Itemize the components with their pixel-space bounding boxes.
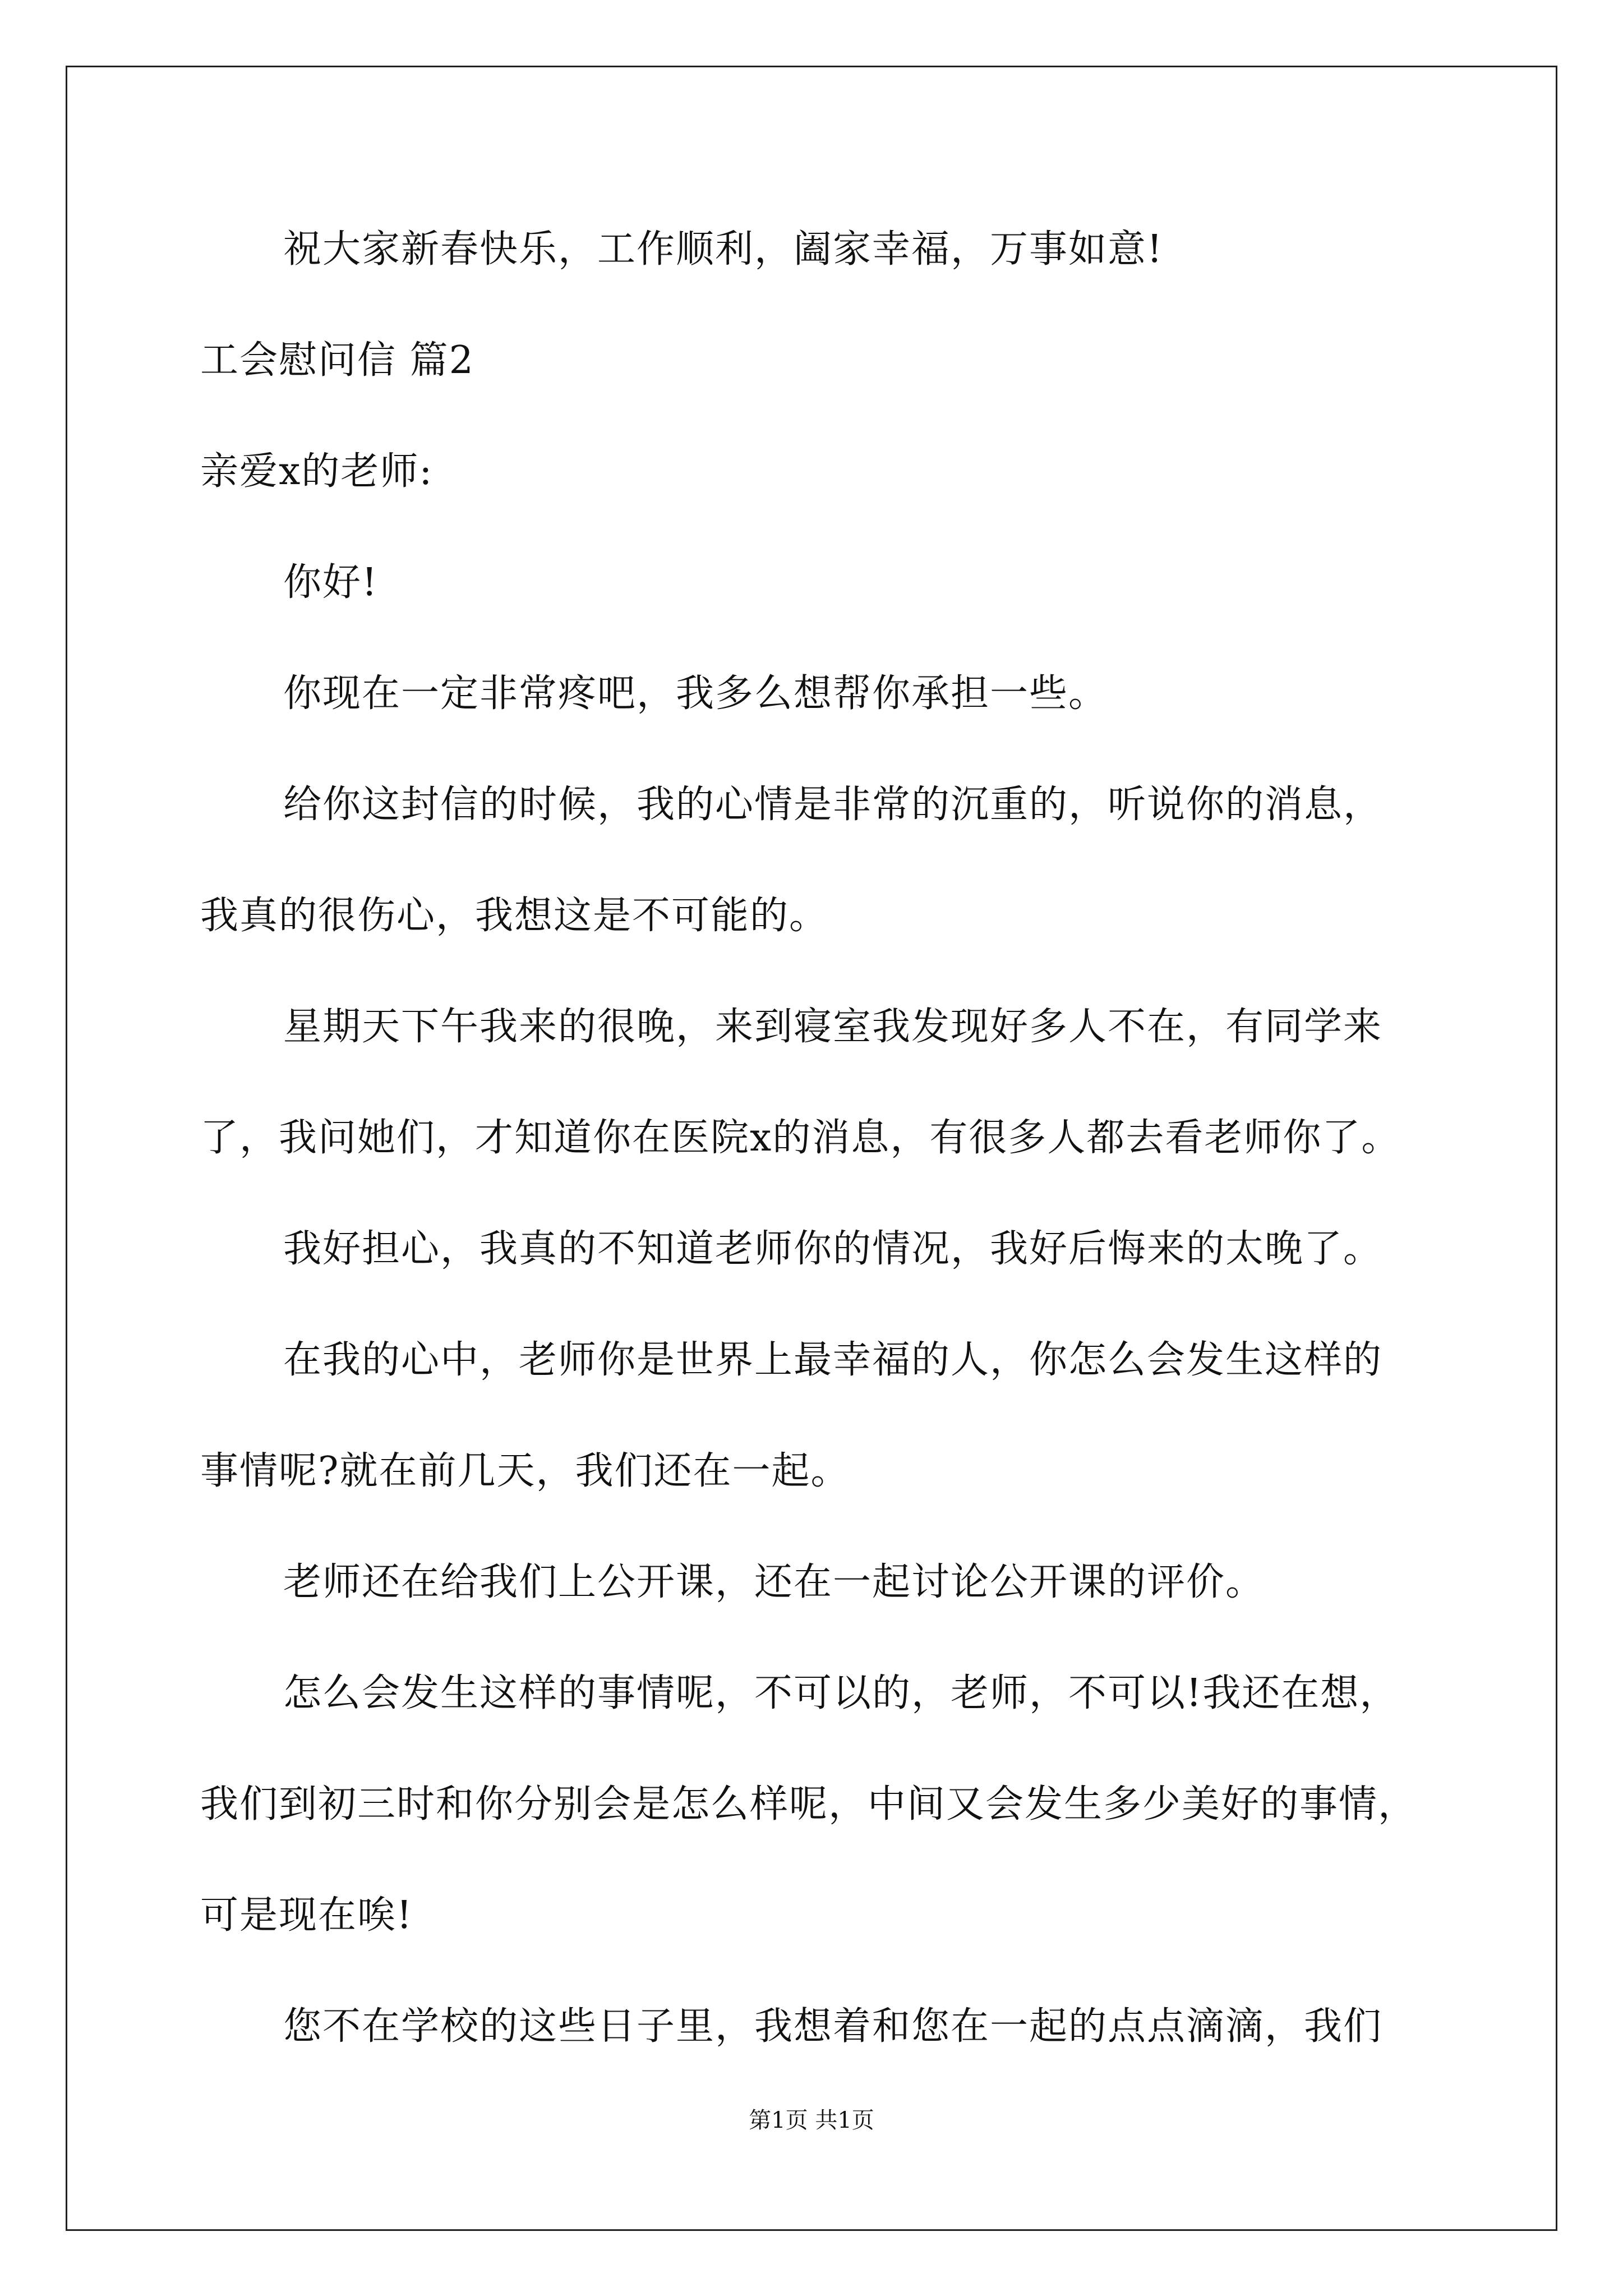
closing-wish: 祝大家新春快乐，工作顺利，阖家幸福，万事如意!: [283, 227, 1164, 272]
paragraph-line: 在我的心中，老师你是世界上最幸福的人，你怎么会发生这样的: [283, 1338, 1383, 1382]
paragraph-line: 您不在学校的这些日子里，我想着和您在一起的点点滴滴，我们: [283, 2004, 1383, 2049]
paragraph-line: 我真的很伤心，我想这是不可能的。: [200, 894, 829, 938]
paragraph-line: 怎么会发生这样的事情呢，不可以的，老师，不可以!我还在想，: [283, 1671, 1399, 1715]
paragraph-line: 了，我问她们，才知道你在医院x的消息，有很多人都去看老师你了。: [200, 1116, 1401, 1160]
paragraph-line: 星期天下午我来的很晚，来到寝室我发现好多人不在，有同学来: [283, 1005, 1383, 1049]
paragraph-line: 事情呢?就在前几天，我们还在一起。: [200, 1449, 850, 1493]
paragraph-line: 给你这封信的时候，我的心情是非常的沉重的，听说你的消息，: [283, 783, 1383, 827]
salutation: 亲爱x的老师:: [200, 449, 434, 494]
paragraph-line: 可是现在唉!: [200, 1893, 413, 1938]
section-heading: 工会慰问信 篇2: [200, 338, 474, 383]
paragraph-line: 老师还在给我们上公开课，还在一起讨论公开课的评价。: [283, 1560, 1265, 1604]
paragraph-line: 我好担心，我真的不知道老师你的情况，我好后悔来的太晚了。: [283, 1227, 1383, 1271]
greeting: 你好!: [283, 560, 379, 605]
paragraph-line: 我们到初三时和你分别会是怎么样呢，中间又会发生多少美好的事情，: [200, 1782, 1418, 1826]
page-number-footer: 第1页 共1页: [749, 2108, 874, 2133]
paragraph-line: 你现在一定非常疼吧，我多么想帮你承担一些。: [283, 671, 1108, 716]
